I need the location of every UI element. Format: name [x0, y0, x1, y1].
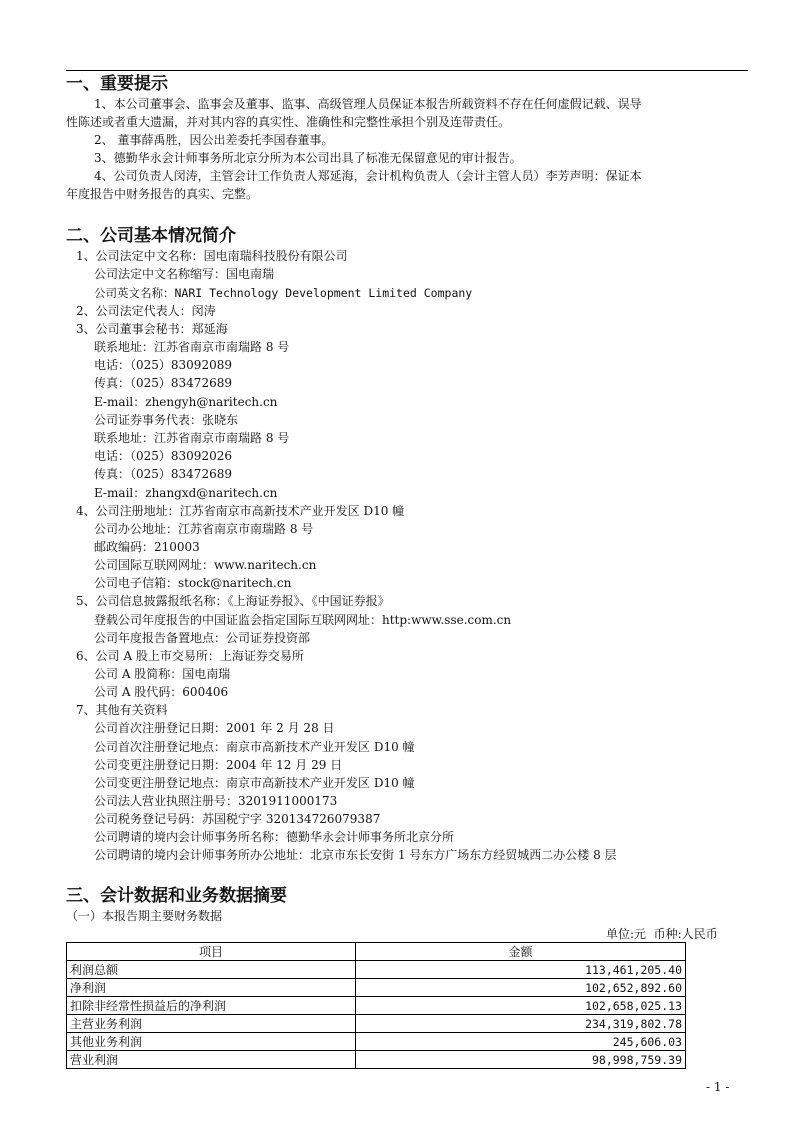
info-line: 1、公司法定中文名称：国电南瑞科技股份有限公司 — [76, 249, 348, 263]
info-line: E-mail：zhangxd@naritech.cn — [94, 486, 278, 500]
row-value: 245,606.03 — [356, 1033, 686, 1051]
info-line: E-mail：zhengyh@naritech.cn — [94, 395, 278, 409]
header-amount: 金额 — [356, 943, 686, 961]
row-value: 113,461,205.40 — [356, 961, 686, 979]
info-line: 传真：（025）83472689 — [94, 376, 232, 390]
info-line: 公司证券事务代表：张晓东 — [94, 413, 239, 427]
info-line: 公司法人营业执照注册号：3201911000173 — [94, 794, 338, 808]
info-line: 电话：（025）83092026 — [94, 449, 232, 463]
info-line: 5、公司信息披露报纸名称：《上海证券报》、《中国证券报》 — [76, 594, 390, 608]
section-3-subtitle: （一）本报告期主要财务数据 — [66, 909, 223, 923]
notice-line-2: 性陈述或者重大遗漏，并对其内容的真实性、准确性和完整性承担个别及连带责任。 — [66, 115, 511, 129]
table-row — [67, 997, 686, 1015]
info-line: 2、公司法定代表人：闵涛 — [76, 304, 216, 318]
info-line: 公司国际互联网网址：www.naritech.cn — [94, 558, 317, 572]
info-line: 公司法定中文名称缩写：国电南瑞 — [94, 267, 275, 281]
notice-line-5: 4、公司负责人闵涛，主管会计工作负责人郑延海，会计机构负责人（会计主管人员）李芳声明：保证本 — [94, 169, 642, 183]
info-line: 4、公司注册地址：江苏省南京市高新技术产业开发区 D10 幢 — [76, 504, 405, 518]
info-line: 公司电子信箱：stock@naritech.cn — [94, 576, 292, 590]
info-line: 公司 A 股代码：600406 — [94, 685, 229, 699]
financial-data-table — [66, 942, 686, 1069]
row-label: 主营业务利润 — [67, 1015, 356, 1033]
info-line: 公司聘请的境内会计师事务所名称：德勤华永会计师事务所北京分所 — [94, 830, 455, 844]
notice-line-3: 2、 董事薛禹胜，因公出差委托李国春董事。 — [94, 133, 334, 147]
info-line: 3、公司董事会秘书：郑延海 — [76, 322, 228, 336]
row-value: 102,652,892.60 — [356, 979, 686, 997]
table-row — [67, 1033, 686, 1051]
row-label: 其他业务利润 — [67, 1033, 356, 1051]
info-line: 联系地址：江苏省南京市南瑞路 8 号 — [94, 431, 290, 445]
table-row — [67, 1015, 686, 1033]
section-2-title: 二、公司基本情况简介 — [66, 226, 236, 246]
header-rule — [66, 70, 748, 71]
row-label: 营业利润 — [67, 1051, 356, 1069]
row-label: 扣除非经常性损益后的净利润 — [67, 997, 356, 1015]
info-line: 公司变更注册登记日期：2004 年 12 月 29 日 — [94, 758, 343, 772]
notice-line-4: 3、德勤华永会计师事务所北京分所为本公司出具了标准无保留意见的审计报告。 — [94, 151, 522, 165]
info-line: 登载公司年度报告的中国证监会指定国际互联网网址：http:www.sse.com.cn — [94, 613, 512, 627]
header-item: 项目 — [67, 943, 356, 961]
row-label: 净利润 — [67, 979, 356, 997]
info-line: 传真：（025）83472689 — [94, 467, 232, 481]
table-row — [67, 961, 686, 979]
table-row — [67, 1051, 686, 1069]
info-line: 6、公司 A 股上市交易所：上海证券交易所 — [76, 649, 304, 663]
row-value: 98,998,759.39 — [356, 1051, 686, 1069]
row-label: 利润总额 — [67, 961, 356, 979]
table-row — [67, 979, 686, 997]
info-line: 公司首次注册登记地点：南京市高新技术产业开发区 D10 幢 — [94, 740, 415, 754]
info-line: 公司税务登记号码：苏国税宁字 320134726079387 — [94, 812, 381, 826]
section-1-title: 一、重要提示 — [66, 74, 168, 94]
row-value: 102,658,025.13 — [356, 997, 686, 1015]
info-line: 公司首次注册登记日期：2001 年 2 月 28 日 — [94, 721, 335, 735]
section-3-title: 三、会计数据和业务数据摘要 — [66, 886, 287, 906]
info-line: 公司聘请的境内会计师事务所办公地址：北京市东长安街 1 号东方广场东方经贸城西二办公楼 8 层 — [94, 848, 617, 862]
notice-line-6: 年度报告中财务报告的真实、完整。 — [66, 187, 259, 201]
info-line: 公司英文名称：NARI Technology Development Limited Company — [94, 286, 473, 300]
row-value: 234,319,802.78 — [356, 1015, 686, 1033]
info-line: 7、其他有关资料 — [76, 703, 168, 717]
info-line: 公司年度报告备置地点：公司证券投资部 — [94, 631, 311, 645]
info-line: 公司 A 股简称：国电南瑞 — [94, 667, 231, 681]
info-line: 电话：（025）83092089 — [94, 358, 232, 372]
info-line: 公司变更注册登记地点：南京市高新技术产业开发区 D10 幢 — [94, 776, 415, 790]
info-line: 公司办公地址：江苏省南京市南瑞路 8 号 — [94, 522, 314, 536]
unit-label: 单位:元 币种:人民币 — [606, 927, 718, 941]
table-header-row — [67, 943, 686, 961]
info-line: 邮政编码：210003 — [94, 540, 200, 554]
page-number: - 1 - — [706, 1080, 730, 1094]
notice-line-1: 1、本公司董事会、监事会及董事、监事、高级管理人员保证本报告所载资料不存在任何虚假记载、误导 — [94, 97, 642, 111]
info-line: 联系地址：江苏省南京市南瑞路 8 号 — [94, 340, 290, 354]
